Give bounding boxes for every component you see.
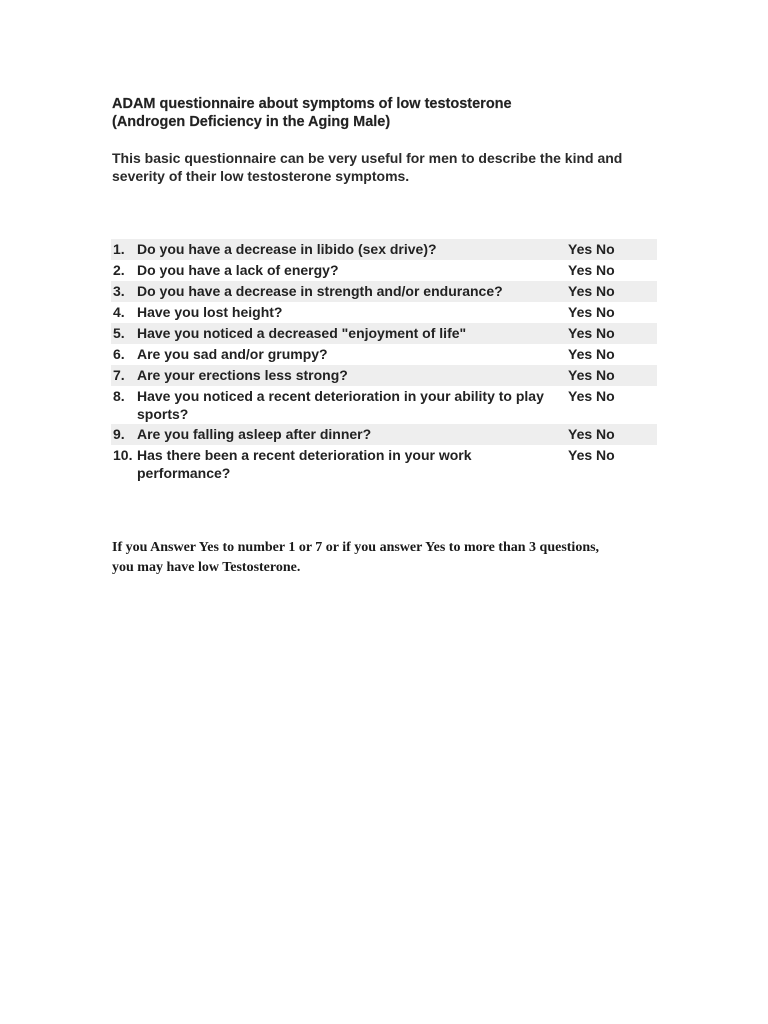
scoring-note-line-2: you may have low Testosterone. bbox=[112, 560, 301, 575]
question-row bbox=[111, 365, 657, 386]
question-text: Are your erections less strong? bbox=[137, 367, 348, 383]
document-title bbox=[112, 95, 512, 131]
yes-no-options: Yes No bbox=[568, 426, 615, 442]
question-row bbox=[111, 323, 657, 344]
question-text: Have you noticed a decreased "enjoyment of life" bbox=[137, 325, 467, 341]
title-line-2: (Androgen Deficiency in the Aging Male) bbox=[112, 114, 391, 130]
title-line-1: ADAM questionnaire about symptoms of low testosterone bbox=[112, 96, 512, 112]
yes-no-options: Yes No bbox=[568, 304, 615, 320]
yes-no-options: Yes No bbox=[568, 388, 615, 404]
question-row bbox=[111, 445, 657, 483]
question-row bbox=[111, 302, 657, 323]
question-number: 1. bbox=[113, 241, 125, 257]
yes-no-options: Yes No bbox=[568, 283, 615, 299]
question-text: Have you noticed a recent deterioration in your ability to play sports? bbox=[137, 388, 544, 422]
question-text: Do you have a lack of energy? bbox=[137, 262, 339, 278]
question-text: Are you falling asleep after dinner? bbox=[137, 426, 372, 442]
yes-no-options: Yes No bbox=[568, 367, 615, 383]
intro-paragraph: This basic questionnaire can be very useful for men to describe the kind and severity of their low testosterone symptoms. bbox=[112, 150, 623, 184]
question-row bbox=[111, 344, 657, 365]
yes-no-options: Yes No bbox=[568, 346, 615, 362]
yes-no-options: Yes No bbox=[568, 262, 615, 278]
question-row bbox=[111, 424, 657, 445]
question-number: 8. bbox=[113, 388, 125, 404]
yes-no-options: Yes No bbox=[568, 447, 615, 463]
question-text: Are you sad and/or grumpy? bbox=[137, 346, 328, 362]
scoring-note bbox=[112, 538, 672, 578]
yes-no-options: Yes No bbox=[568, 325, 615, 341]
question-row bbox=[111, 281, 657, 302]
question-text: Do you have a decrease in libido (sex drive)? bbox=[137, 241, 437, 257]
question-number: 10. bbox=[113, 447, 133, 463]
question-row bbox=[111, 239, 657, 260]
question-number: 5. bbox=[113, 325, 125, 341]
yes-no-options: Yes No bbox=[568, 241, 615, 257]
question-text: Do you have a decrease in strength and/or endurance? bbox=[137, 283, 503, 299]
question-number: 3. bbox=[113, 283, 125, 299]
question-text: Has there been a recent deterioration in your work performance? bbox=[137, 447, 472, 481]
question-number: 4. bbox=[113, 304, 125, 320]
questionnaire-table bbox=[111, 239, 657, 483]
scoring-note-line-1: If you Answer Yes to number 1 or 7 or if you answer Yes to more than 3 questions, bbox=[112, 540, 600, 555]
question-row bbox=[111, 386, 657, 424]
question-text: Have you lost height? bbox=[137, 304, 283, 320]
question-number: 6. bbox=[113, 346, 125, 362]
question-number: 2. bbox=[113, 262, 125, 278]
question-row bbox=[111, 260, 657, 281]
question-number: 7. bbox=[113, 367, 125, 383]
question-number: 9. bbox=[113, 426, 125, 442]
